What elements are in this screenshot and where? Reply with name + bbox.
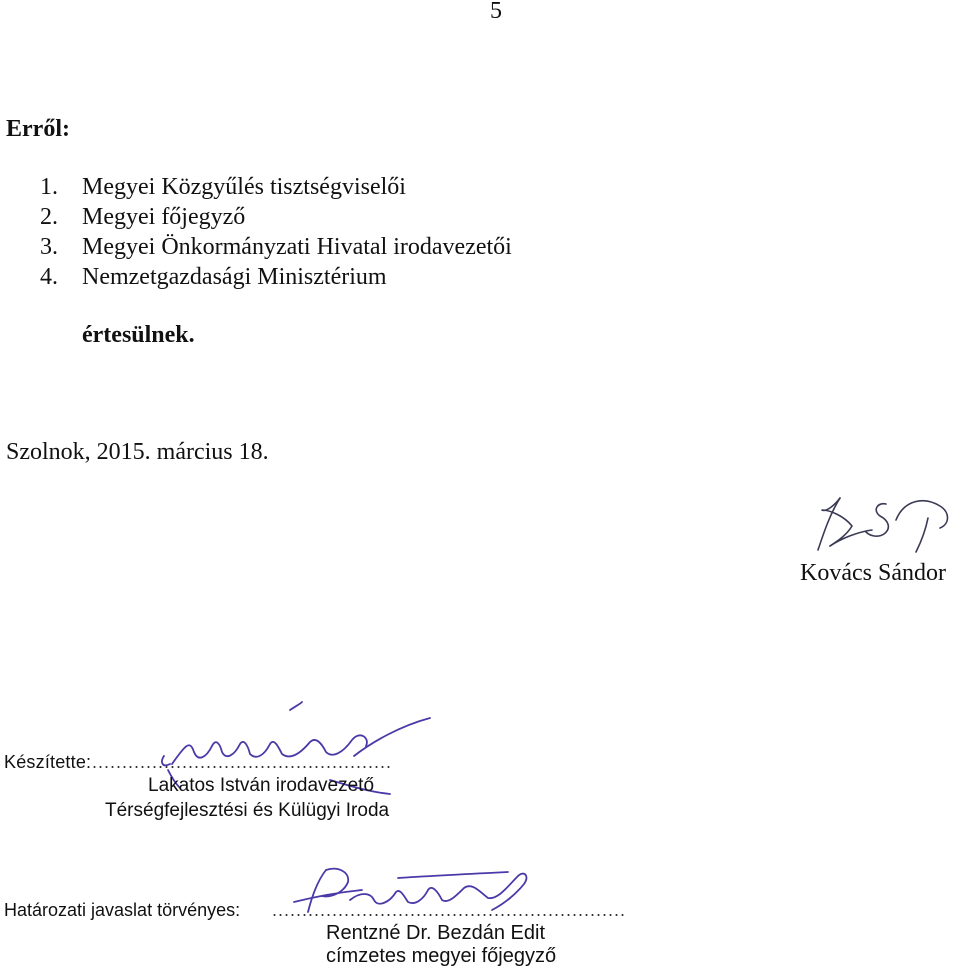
list-item-text: Nemzetgazdasági Minisztérium: [82, 264, 387, 290]
list-item-number: 1.: [40, 174, 58, 200]
dotted-signature-line: ...........................................................: [272, 900, 627, 920]
distribution-heading: Erről:: [6, 116, 70, 142]
date-line: Szolnok, 2015. március 18.: [6, 439, 269, 465]
preparer-office: Térségfejlesztési és Külügyi Iroda: [105, 800, 390, 821]
list-item: [40, 232, 512, 262]
notice-text: értesülnek.: [82, 322, 195, 348]
legal-check-label: Határozati javaslat törvényes:: [4, 900, 241, 920]
signature-kovacs: [800, 490, 960, 570]
list-item: [40, 172, 512, 202]
list-item-text: Megyei főjegyző: [82, 204, 246, 230]
signature-rentzne: [278, 862, 548, 922]
list-item-text: Megyei Közgyűlés tisztségviselői: [82, 174, 406, 200]
approver-title: címzetes megyei főjegyző: [326, 945, 557, 967]
dotted-signature-line: ..................................................: [92, 752, 393, 772]
signer-name: Kovács Sándor: [800, 560, 946, 586]
list-item-text: Megyei Önkormányzati Hivatal irodavezetői: [82, 234, 512, 260]
preparer-name: Lakatos István irodavezető: [148, 775, 375, 796]
list-item-number: 3.: [40, 234, 58, 260]
list-item: [40, 202, 512, 232]
list-item-number: 4.: [40, 264, 58, 290]
page-number: 5: [490, 0, 502, 24]
list-item: [40, 262, 512, 292]
approver-name: Rentzné Dr. Bezdán Edit: [326, 922, 546, 944]
recipient-list: [40, 172, 512, 292]
list-item-number: 2.: [40, 204, 58, 230]
prepared-by-label: Készítette:: [4, 752, 92, 772]
